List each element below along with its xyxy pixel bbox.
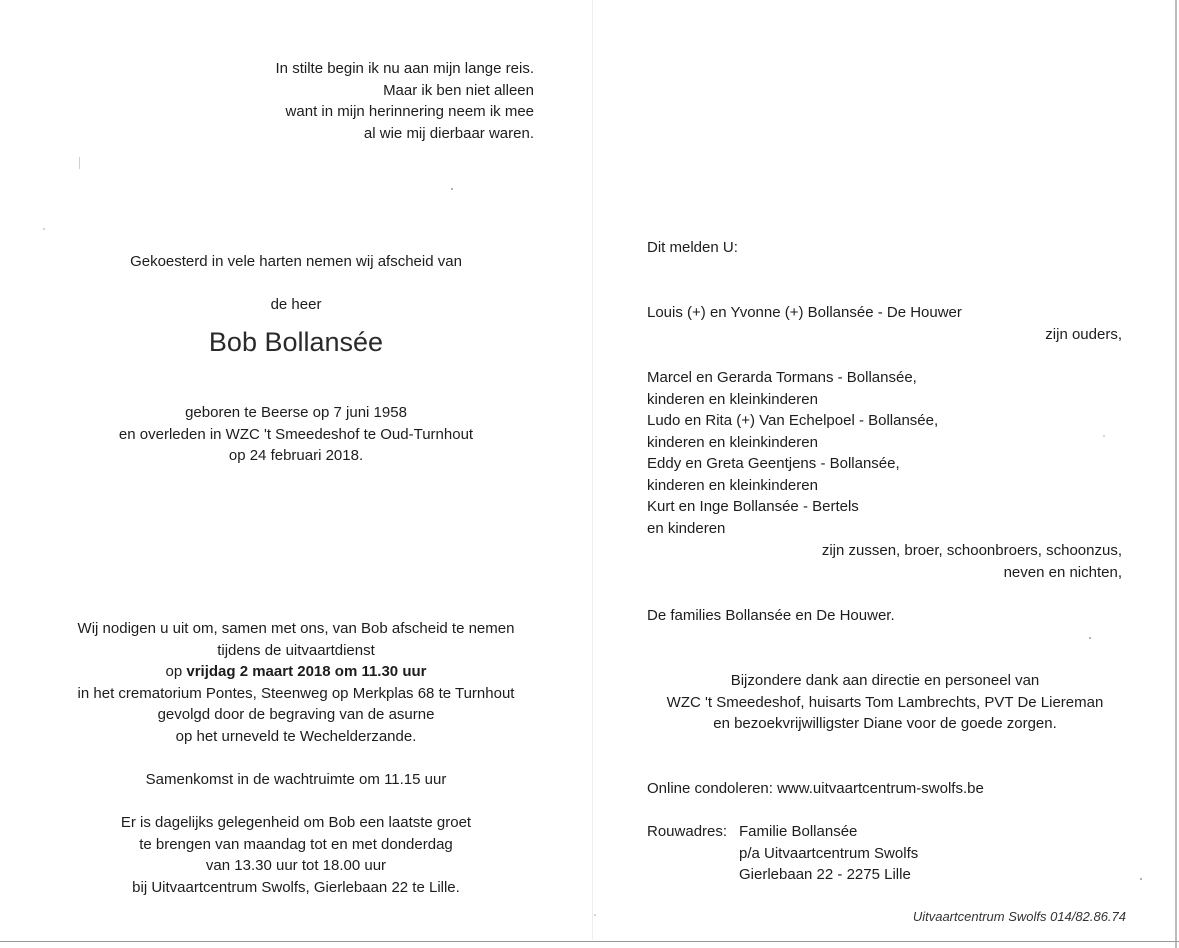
scan-speck (79, 157, 80, 169)
visiting-line: bij Uitvaartcentrum Swolfs, Gierlebaan 22 te Lille. (132, 878, 460, 896)
online-condolences: Online condoleren: www.uitvaartcentrum-swolfs.be (647, 780, 984, 797)
sibling-line: Eddy en Greta Geentjens - Bollansée, (647, 455, 900, 472)
funeral-date-line (0, 661, 592, 683)
sibling-line: en kinderen (647, 519, 726, 537)
invitation-line: gevolgd door de begraving van de asurne (157, 706, 435, 723)
visiting-line: van 13.30 uur tot 18.00 uur (205, 857, 387, 874)
sibling-line: kinderen en kleinkinderen (647, 433, 818, 451)
parents: Louis (+) en Yvonne (+) Bollansée - De Houwer (647, 304, 962, 321)
thanks-line: Bijzondere dank aan directie en personeel van (730, 672, 1040, 689)
poem-line: want in mijn herinnering neem ik mee (285, 103, 534, 120)
sibling-line: Marcel en Gerarda Tormans - Bollansée, (647, 369, 917, 386)
salutation: de heer (270, 296, 322, 313)
poem-line: Maar ik ben niet alleen (383, 81, 534, 99)
card-bottom-edge (0, 941, 1179, 942)
thanks-line: WZC 't Smeedeshof, huisarts Tom Lambrechts, PVT De Liereman (666, 693, 1104, 711)
poem (276, 58, 534, 144)
thanks (647, 670, 1123, 735)
scan-speck (1140, 878, 1142, 880)
farewell-intro: Gekoesterd in vele harten nemen wij afscheid van (130, 253, 462, 270)
siblings-list (647, 367, 938, 539)
address-line: p/a Uitvaartcentrum Swolfs (739, 844, 919, 862)
sibling-line: kinderen en kleinkinderen (647, 476, 818, 494)
address-line: Gierlebaan 22 - 2275 Lille (739, 866, 911, 883)
invitation-line: in het crematorium Pontes, Steenweg op Merkplas 68 te Turnhout (77, 684, 515, 702)
visiting-hours (0, 812, 592, 898)
parents-role: zijn ouders, (1045, 326, 1122, 343)
invitation-line: op het urneveld te Wechelderzande. (175, 727, 417, 745)
visiting-line: te brengen van maandag tot en met donderdag (139, 835, 453, 853)
life-dates (0, 402, 592, 467)
invitation-line: tijdens de uitvaartdienst (217, 641, 375, 659)
visiting-line: Er is dagelijks gelegenheid om Bob een laatste groet (120, 814, 472, 831)
life-line: geboren te Beerse op 7 juni 1958 (185, 404, 407, 421)
card-fold-line (592, 0, 593, 940)
siblings-role-line: neven en nichten, (1003, 563, 1122, 581)
invitation-line: Wij nodigen u uit om, samen met ons, van Bob afscheid te nemen (77, 620, 515, 637)
thanks-line: en bezoekvrijwilligster Diane voor de goede zorgen. (713, 715, 1057, 732)
scan-speck (43, 228, 45, 230)
siblings-role (822, 540, 1122, 583)
announcement: Dit melden U: (647, 239, 738, 256)
address-label: Rouwadres: (647, 823, 728, 840)
deceased-name: Bob Bollansée (208, 327, 384, 357)
sibling-line: Kurt en Inge Bollansée - Bertels (647, 498, 859, 515)
scan-speck (594, 914, 596, 916)
address-line: Familie Bollansée (739, 823, 858, 840)
funeral-invitation (0, 618, 592, 747)
sibling-line: kinderen en kleinkinderen (647, 390, 818, 408)
funeral-date: vrijdag 2 maart 2018 om 11.30 uur (186, 663, 427, 680)
scan-speck (1103, 435, 1105, 437)
siblings-role-line: zijn zussen, broer, schoonbroers, schoonzus, (821, 542, 1122, 559)
scan-speck (1089, 637, 1091, 639)
mourning-address (739, 821, 918, 886)
scan-speck (451, 188, 453, 190)
card-right-edge (1175, 0, 1177, 948)
sibling-line: Ludo en Rita (+) Van Echelpoel - Bollansée, (647, 412, 939, 429)
meeting-time: Samenkomst in de wachtruimte om 11.15 uur (145, 771, 447, 788)
poem-line: In stilte begin ik nu aan mijn lange reis. (275, 60, 534, 77)
families: De families Bollansée en De Houwer. (647, 607, 895, 624)
life-line: op 24 februari 2018. (228, 447, 364, 464)
funeral-date-prefix: op (165, 663, 187, 680)
funeral-home-footer: Uitvaartcentrum Swolfs 014/82.86.74 (912, 909, 1126, 924)
life-line: en overleden in WZC 't Smeedeshof te Oud-Turnhout (118, 425, 474, 443)
poem-line: al wie mij dierbaar waren. (363, 124, 534, 142)
